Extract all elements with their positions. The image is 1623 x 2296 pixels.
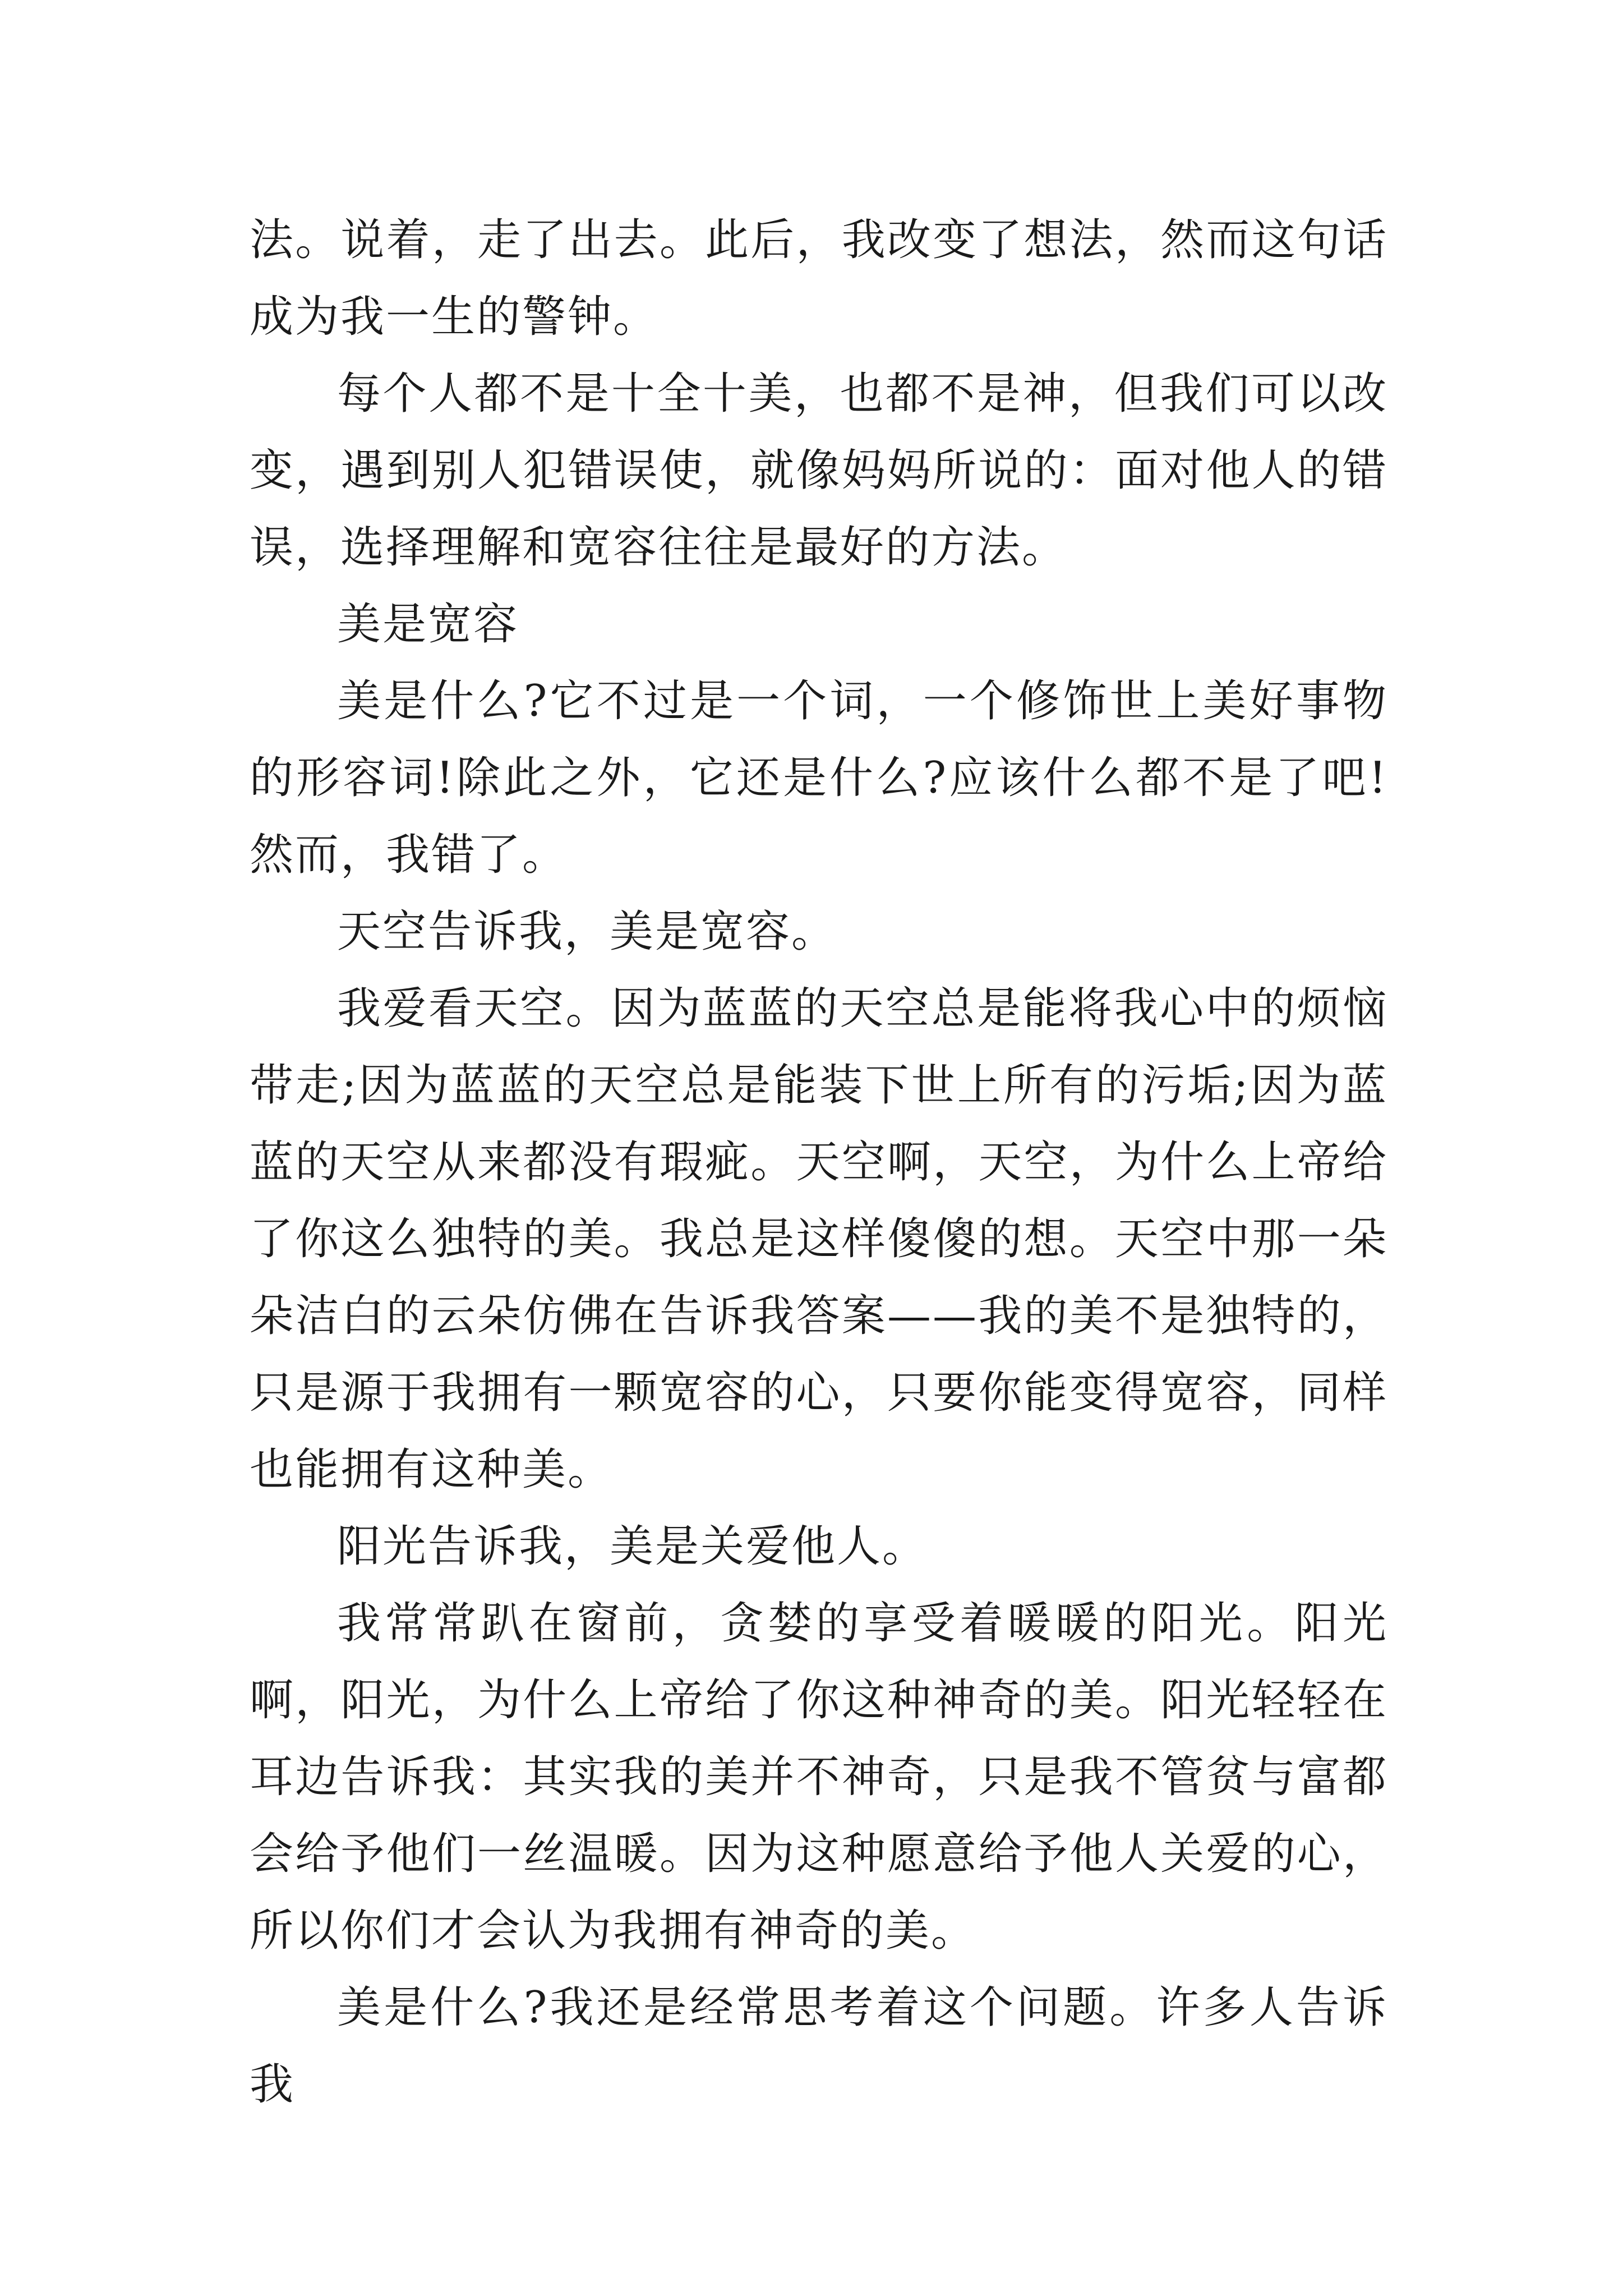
paragraph-1: 法。说着，走了出去。此后，我改变了想法，然而这句话成为我一生的警钟。 [250, 215, 1388, 342]
paragraph-5: 我爱看天空。因为蓝蓝的天空总是能将我心中的烦恼带走;因为蓝蓝的天空总是能装下世上所有的污垢;因为蓝蓝的天空从来都没有瑕疵。天空啊，天空，为什么上帝给了你这么独特的美。我总是这样傻傻的想。天空中那一朵朵洁白的云朵仿佛在告诉我答案——我的美不是独特的，只是源于我拥有一颗宽容的心，只要你能变得宽容，同样也能拥有这种美。 [250, 983, 1388, 1495]
paragraph-4: 天空告诉我，美是宽容。 [337, 907, 837, 957]
section-heading: 美是宽容 [337, 599, 519, 650]
paragraph-2: 每个人都不是十全十美，也都不是神，但我们可以改变，遇到别人犯错误使，就像妈妈所说的：面对他人的错误，选择理解和宽容往往是最好的方法。 [250, 369, 1388, 573]
paragraph-8: 美是什么?我还是经常思考着这个问题。许多人告诉我 [250, 1982, 1388, 2110]
document-body [250, 202, 1388, 2123]
paragraph-6: 阳光告诉我，美是关爱他人。 [337, 1521, 928, 1572]
paragraph-7: 我常常趴在窗前，贪婪的享受着暖暖的阳光。阳光啊，阳光，为什么上帝给了你这种神奇的美。阳光轻轻在耳边告诉我：其实我的美并不神奇，只是我不管贫与富都会给予他们一丝温暖。因为这种愿意给予他人关爱的心，所以你们才会认为我拥有神奇的美。 [250, 1598, 1388, 1956]
paragraph-3: 美是什么?它不过是一个词，一个修饰世上美好事物的形容词!除此之外，它还是什么?应该什么都不是了吧!然而，我错了。 [250, 676, 1388, 880]
